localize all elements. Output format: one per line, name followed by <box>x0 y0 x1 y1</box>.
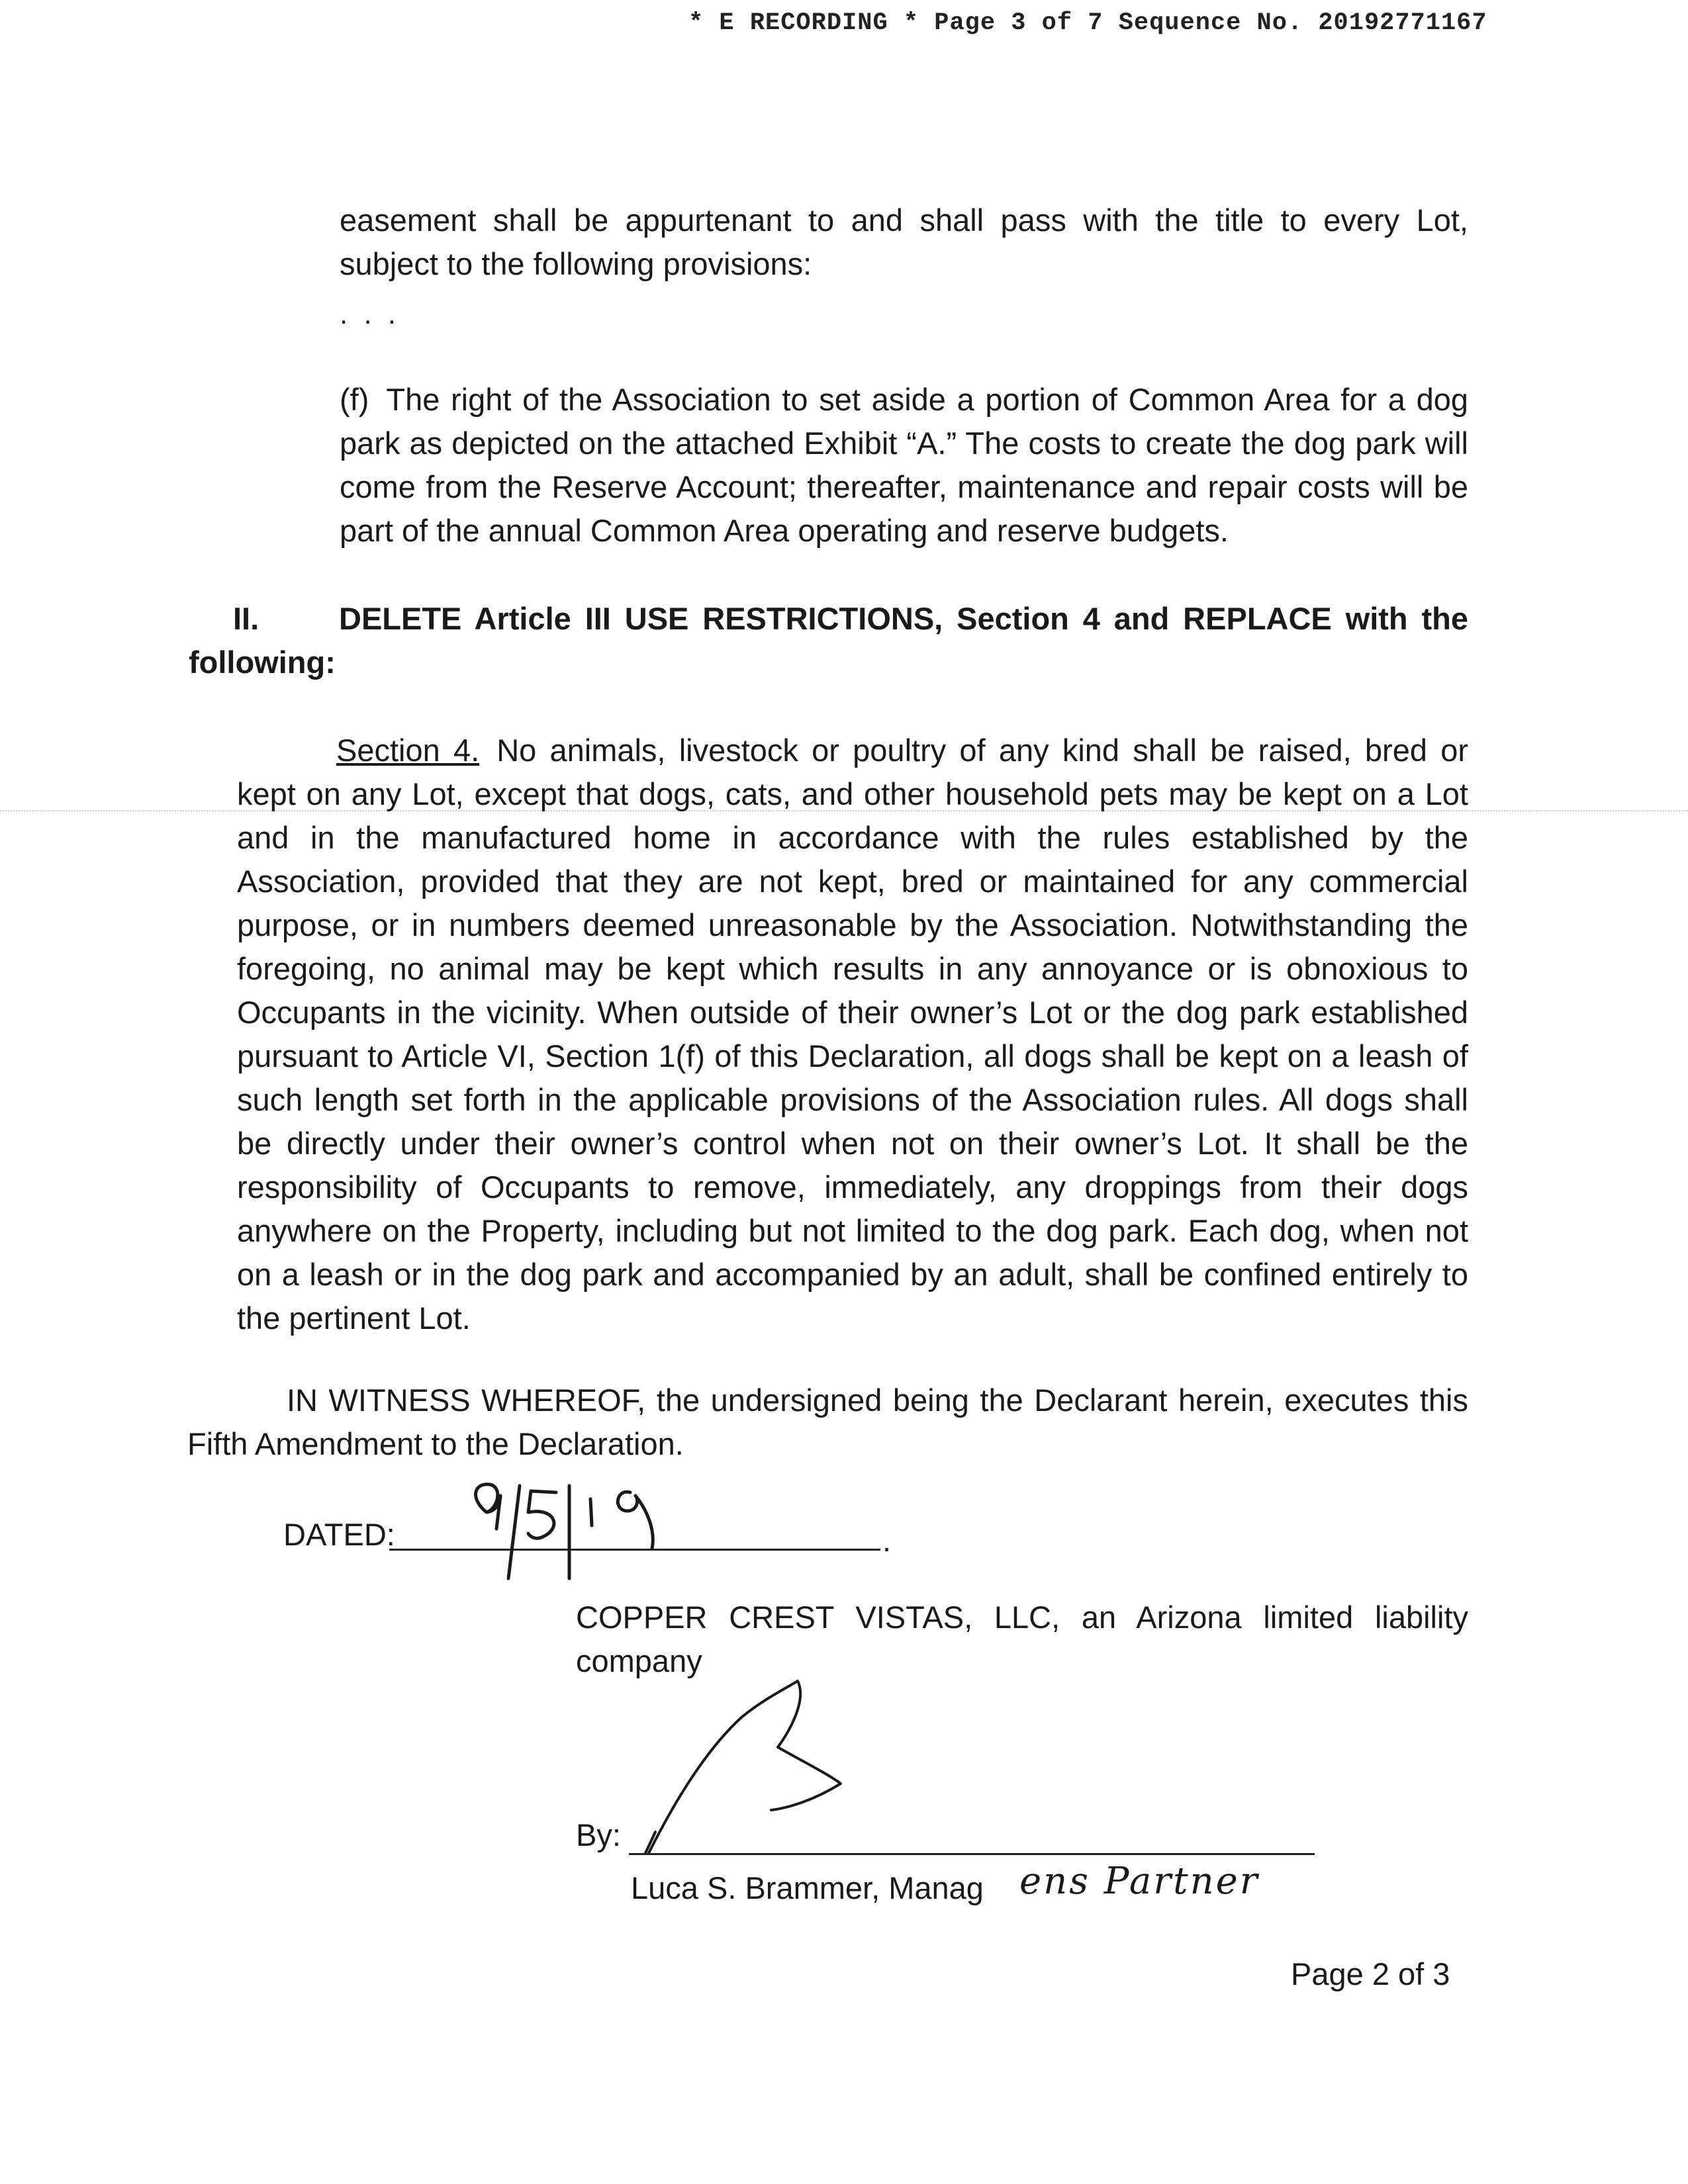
ellipsis: . . . <box>340 298 400 330</box>
page-number: Page 2 of 3 <box>1291 1956 1450 1991</box>
paragraph-f-label: (f) <box>340 382 369 417</box>
signer-handwritten-title: ens Partner <box>1019 1860 1260 1903</box>
dated-period: . <box>882 1523 892 1558</box>
witness-paragraph: IN WITNESS WHEREOF, the undersigned being the Declarant herein, executes this Fifth Amendment to the Declaration. <box>187 1383 1468 1461</box>
signature <box>629 1655 867 1860</box>
paragraph-f-text: The right of the Association to set aside a portion of Common Area for a dog park as depicted on the attached Exhibit “A.” The costs to create the dog park will come from the Reserve Account; thereafter, maintenance and repair costs will be part of the annual Common Area operating and reserve budgets. <box>340 382 1468 548</box>
amendment-heading <box>233 597 1468 641</box>
signature-line <box>629 1853 1315 1855</box>
paragraph-f <box>340 378 1468 553</box>
paragraph-easement: easement shall be appurtenant to and shall pass with the title to every Lot, subject to the following provisions: <box>340 203 1468 281</box>
section-4-paragraph <box>237 729 1468 1340</box>
handwritten-date <box>457 1473 735 1585</box>
section-4-label: Section 4. <box>336 733 480 768</box>
heading-number: II. <box>233 601 259 636</box>
signer-printed-name: Luca S. Brammer, Manag <box>631 1870 984 1905</box>
company-name: COPPER CREST VISTAS, LLC, an Arizona limited liability company <box>576 1600 1468 1678</box>
section-4-text: No animals, livestock or poultry of any kind shall be raised, bred or kept on any Lot, except that dogs, cats, and other household pets may be kept on a Lot and in the manufactured home in accordance with the rules established by the Association, provided that they are not kept, bred or maintained for any commercial purpose, or in numbers deemed unreasonable by the Association. Notwithstanding the foregoing, no animal may be kept which results in any annoyance or is obnoxious to Occupants in the vicinity. When outside of their owner’s Lot or the dog park established pursuant to Article VI, Section 1(f) of this Declaration, all dogs shall be kept on a leash of such length set forth in the applicable provisions of the Association rules. All dogs shall be directly under their owner’s control when not on their owner’s Lot. It shall be the responsibility of Occupants to remove, immediately, any droppings from their dogs anywhere on the Property, including but not limited to the dog park. Each dog, when not on a leash or in the dog park and accompanied by an adult, shall be confined entirely to the pertinent Lot. <box>237 733 1468 1336</box>
heading-text: DELETE Article III USE RESTRICTIONS, Section 4 and REPLACE with the <box>339 601 1468 636</box>
dated-label: DATED: <box>283 1517 395 1552</box>
recording-stamp: * E RECORDING * Page 3 of 7 Sequence No. 20192771167 <box>688 9 1487 37</box>
by-label: By: <box>576 1817 621 1852</box>
heading-continuation: following: <box>189 645 336 680</box>
